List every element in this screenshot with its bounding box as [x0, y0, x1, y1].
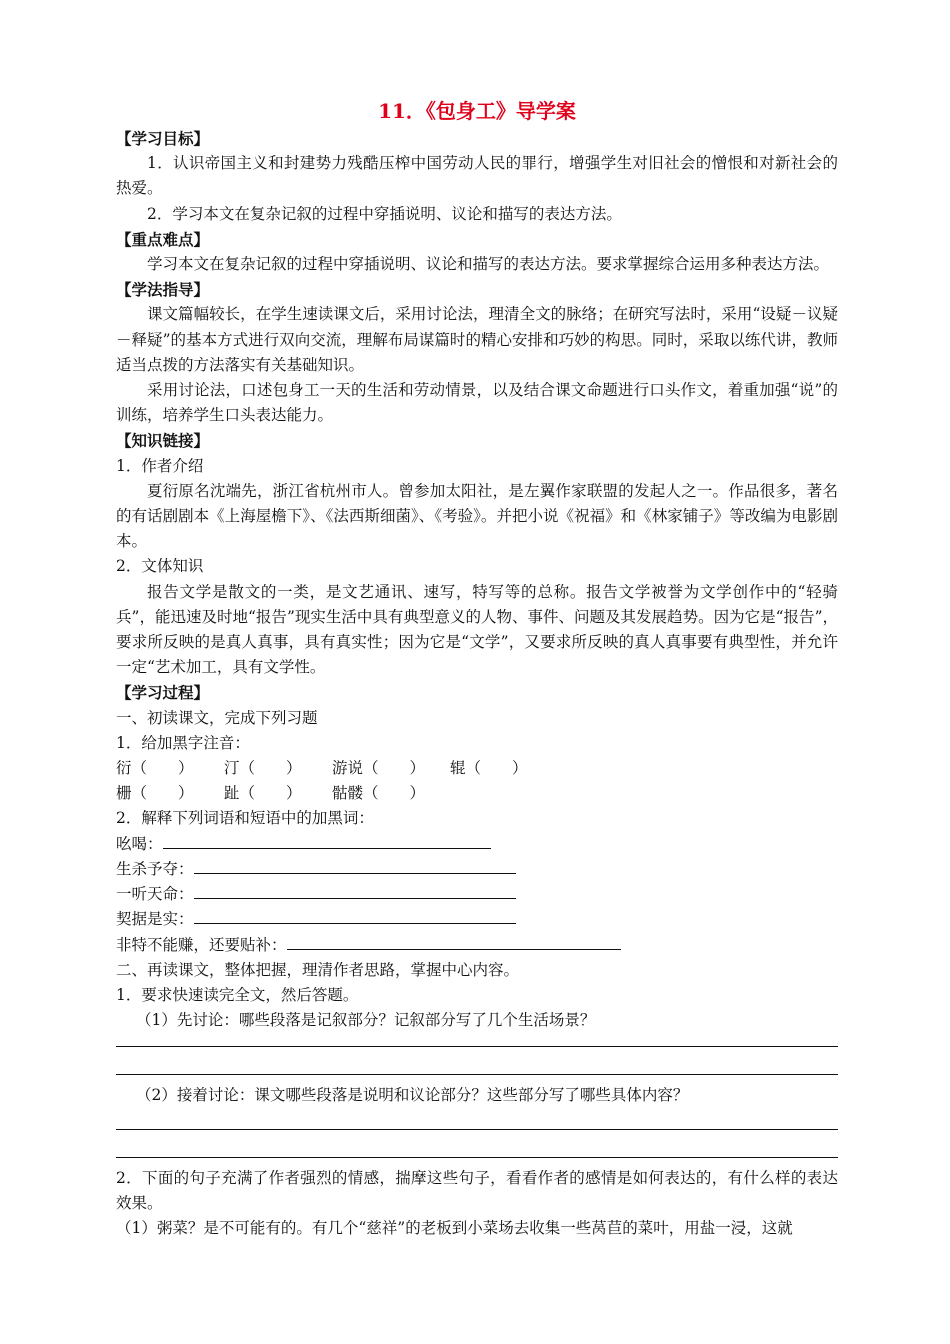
definition-row — [116, 882, 838, 907]
document-page — [116, 96, 838, 1241]
part-one-heading: 一、初读课文，完成下列习题 — [116, 708, 318, 727]
answer-line[interactable] — [116, 1109, 838, 1130]
pinyin-item[interactable]: 游说（ ） — [332, 759, 426, 778]
answer-blank[interactable] — [194, 857, 516, 874]
part-two-heading: 二、再读课文，整体把握，理清作者思路，掌握中心内容。 — [116, 960, 520, 979]
genre-text: 报告文学是散文的一类，是文艺通讯、速写，特写等的总称。报告文学被誉为文学创作中的“轻骑兵”，能迅速及时地“报告”现实生活中具有典型意义的人物、事件、问题及其发展趋势。因为它是“报告”，要求所反映的是真人真事，具有真实性；因为它是“文学”，又要求所反映的真人真事要有典型性，并允许一定“艺术加工，具有文学性。 — [116, 582, 838, 677]
section-heading-method: 【学法指导】 — [116, 280, 210, 300]
pinyin-item[interactable]: 栅（ ） — [116, 784, 194, 803]
sub-question-2: （2）接着讨论：课文哪些段落是说明和议论部分？这些部分写了哪些具体内容？ — [136, 1086, 689, 1105]
definition-row — [116, 933, 838, 958]
pinyin-row-1 — [116, 756, 838, 781]
pinyin-item[interactable]: 趾（ ） — [224, 784, 302, 803]
author-text: 夏衍原名沈端先，浙江省杭州市人。曾参加太阳社，是左翼作家联盟的发起人之一。作品很多，著名的有话剧剧本《上海屋檐下》、《法西斯细菌》、《考验》。并把小说《祝福》和《林家铺子》等改编为电影剧本。 — [116, 481, 838, 551]
definition-row — [116, 907, 838, 932]
section-heading-process: 【学习过程】 — [116, 683, 210, 703]
document-title: 11．《包身工》导学案 — [378, 99, 576, 123]
method-paragraph-2: 采用讨论法，口述包身工一天的生活和劳动情景，以及结合课文命题进行口头作文，着重加强“说”的训练，培养学生口头表达能力。 — [116, 381, 838, 425]
method-paragraph-1: 课文篇幅较长，在学生速读课文后，采用讨论法，理清全文的脉络；在研究写法时，采用“设疑－议疑－释疑”的基本方式进行双向交流，理解布局谋篇时的精心安排和巧妙的构思。同时，采取以练代讲，教师适当点拨的方法落实有关基础知识。 — [116, 305, 838, 374]
author-heading: 1．作者介绍 — [116, 456, 204, 475]
pinyin-row-2 — [116, 781, 838, 806]
definition-label: 生杀予夺： — [116, 859, 194, 878]
quote-sentence-1: （1）粥菜？是不可能有的。有几个“慈祥”的老板到小菜场去收集一些莴苣的菜叶，用盐一浸，这就 — [116, 1218, 793, 1237]
genre-heading: 2．文体知识 — [116, 557, 204, 576]
sub-question-1: （1）先讨论：哪些段落是记叙部分？记叙部分写了几个生活场景？ — [136, 1011, 596, 1030]
answer-blank[interactable] — [194, 907, 516, 924]
answer-line[interactable] — [116, 1047, 838, 1075]
answer-line[interactable] — [116, 1130, 838, 1158]
definition-label: 吆喝： — [116, 834, 163, 853]
pinyin-item[interactable]: 衍（ ） — [116, 759, 194, 778]
question-fast-read: 1．要求快速读完全文，然后答题。 — [116, 985, 359, 1004]
definition-label: 非特不能赚，还要贴补： — [116, 935, 287, 954]
section-heading-knowledge: 【知识链接】 — [116, 431, 210, 451]
answer-blank[interactable] — [163, 832, 491, 849]
goal-item-1: 1．认识帝国主义和封建势力残酷压榨中国劳动人民的罪行，增强学生对旧社会的憎恨和对新社会的热爱。 — [116, 154, 838, 198]
answer-blank[interactable] — [194, 882, 516, 899]
question-definitions: 2．解释下列词语和短语中的加黑词： — [116, 809, 374, 828]
answer-line[interactable] — [116, 1033, 838, 1047]
definition-label: 契据是实： — [116, 910, 194, 929]
section-heading-goals: 【学习目标】 — [116, 129, 210, 148]
definition-label: 一听天命： — [116, 885, 194, 904]
definition-row — [116, 832, 838, 857]
section-heading-key-points: 【重点难点】 — [116, 229, 210, 249]
question-pinyin: 1．给加黑字注音： — [116, 733, 250, 752]
question-emotion: 2．下面的句子充满了作者强烈的情感，揣摩这些句子，看看作者的感情是如何表达的，有什么样的表达效果。 — [116, 1168, 838, 1212]
pinyin-item[interactable]: 骷髅（ ） — [332, 784, 426, 803]
pinyin-item[interactable]: 汀（ ） — [224, 759, 302, 778]
goal-item-2: 2．学习本文在复杂记叙的过程中穿插说明、议论和描写的表达方法。 — [147, 204, 622, 223]
definition-row — [116, 857, 838, 882]
key-points-text: 学习本文在复杂记叙的过程中穿插说明、议论和描写的表达方法。要求掌握综合运用多种表达方法。 — [147, 255, 830, 274]
answer-blank[interactable] — [287, 933, 621, 950]
pinyin-item[interactable]: 辊（ ） — [450, 759, 528, 778]
